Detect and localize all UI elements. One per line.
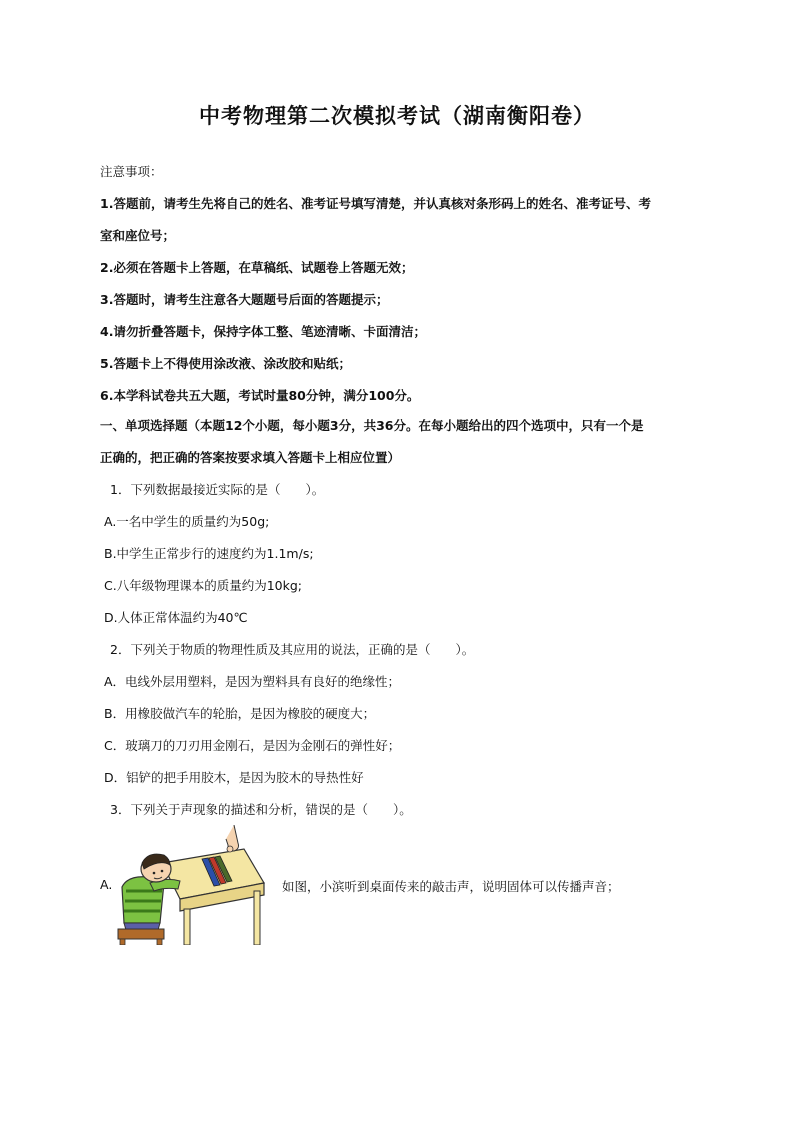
question-1-stem: 1．下列数据最接近实际的是（ ）。	[110, 482, 325, 497]
question-2-option-a: A．电线外层用塑料，是因为塑料具有良好的绝缘性；	[104, 674, 401, 689]
section-heading: 一、单项选择题（本题12个小题，每小题3分，共36分。在每小题给出的四个选项中，只有一个是	[100, 418, 644, 433]
question-2-stem: 2．下列关于物质的物理性质及其应用的说法，正确的是（ ）。	[110, 642, 475, 657]
question-2-option-d: D．铝铲的把手用胶木，是因为胶木的导热性好	[104, 770, 364, 785]
question-2-option-c: C．玻璃刀的刀刃用金刚石，是因为金刚石的弹性好；	[104, 738, 401, 753]
boy-listening-to-desk-illustration	[114, 825, 269, 945]
notice-item-6: 6.本学科试卷共五大题，考试时量80分钟，满分100分。	[100, 388, 420, 403]
question-1-option-d: D.人体正常体温约为40℃	[104, 610, 248, 625]
notice-item-5: 5.答题卡上不得使用涂改液、涂改胶和贴纸；	[100, 356, 351, 371]
question-3-option-a-label: A.	[100, 877, 113, 892]
section-heading-cont: 正确的，把正确的答案按要求填入答题卡上相应位置）	[100, 450, 401, 465]
question-1-option-a: A.一名中学生的质量约为50g;	[104, 514, 270, 529]
question-3-stem: 3．下列关于声现象的描述和分析，错误的是（ ）。	[110, 802, 412, 817]
notice-item-2: 2.必须在答题卡上答题，在草稿纸、试题卷上答题无效；	[100, 260, 414, 275]
notice-item-1: 1.答题前，请考生先将自己的姓名、准考证号填写清楚，并认真核对条形码上的姓名、准考证号、考	[100, 196, 651, 211]
question-1-option-c: C.八年级物理课本的质量约为10kg;	[104, 578, 302, 593]
notice-heading: 注意事项：	[100, 164, 163, 179]
question-2-option-b: B．用橡胶做汽车的轮胎，是因为橡胶的硬度大；	[104, 706, 376, 721]
notice-item-3: 3.答题时，请考生注意各大题题号后面的答题提示；	[100, 292, 389, 307]
question-3-option-a-row	[100, 825, 720, 945]
question-3-option-a-text: 如图，小滨听到桌面传来的敲击声，说明固体可以传播声音；	[282, 879, 620, 894]
notice-item-4: 4.请勿折叠答题卡，保持字体工整、笔迹清晰、卡面清洁；	[100, 324, 426, 339]
page-title: 中考物理第二次模拟考试（湖南衡阳卷）	[199, 104, 595, 128]
notice-item-1-cont: 室和座位号；	[100, 228, 176, 243]
question-1-option-b: B.中学生正常步行的速度约为1.1m/s;	[104, 546, 314, 561]
